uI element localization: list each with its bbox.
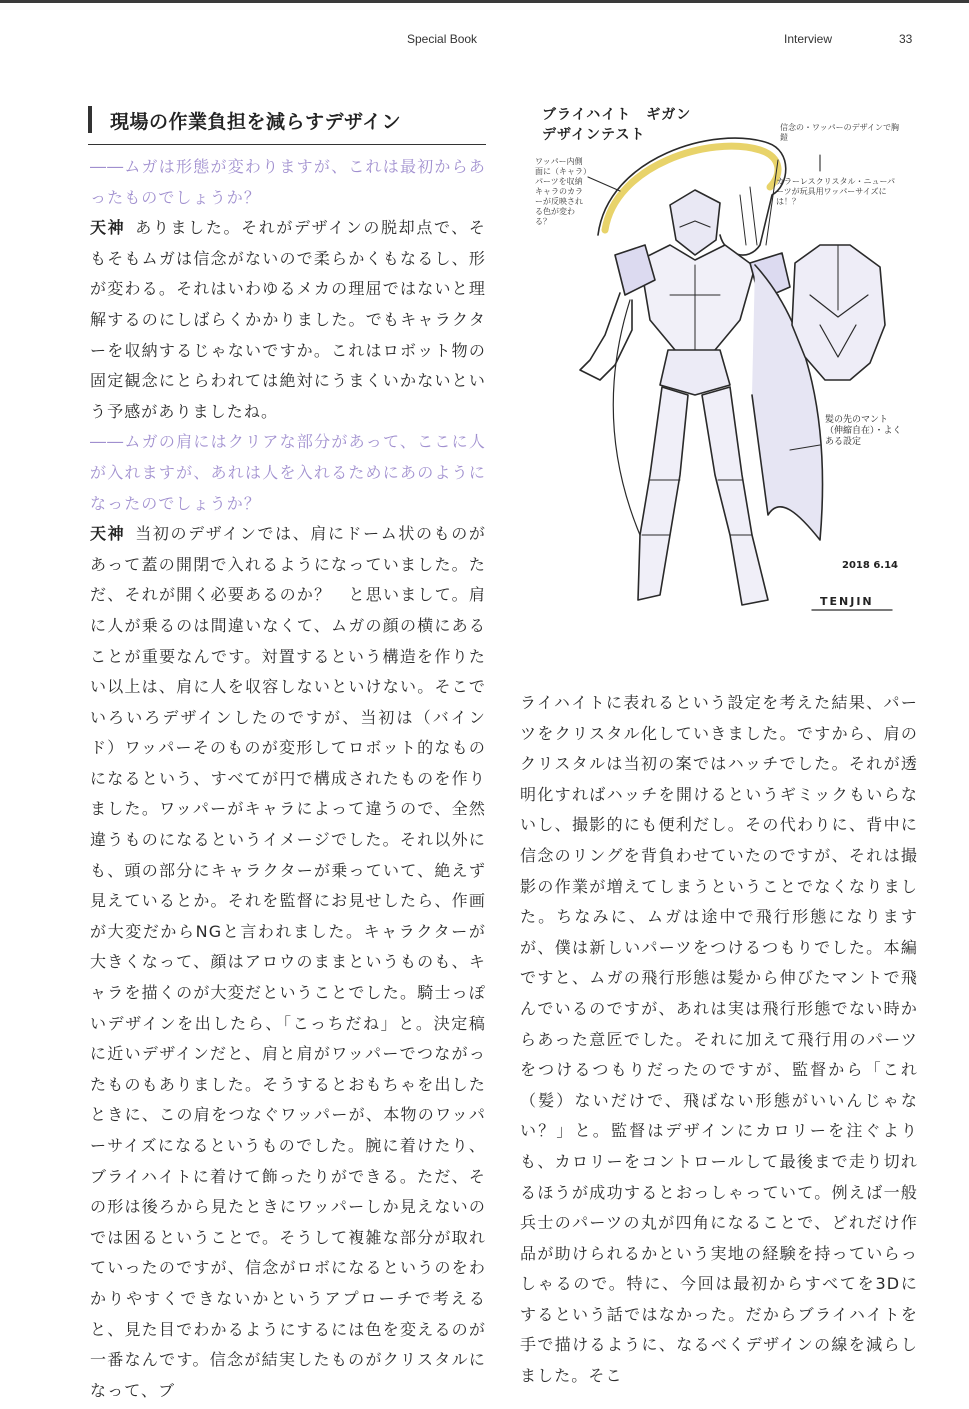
sketch-note-top-right: 信念の・ワッパーのデザインで胸鎧 xyxy=(780,123,900,142)
header-book: Special Book xyxy=(407,32,478,46)
heading-title: 現場の作業負担を減らすデザイン xyxy=(110,111,402,133)
sketch-signature: TENJIN xyxy=(820,595,874,608)
left-leg xyxy=(638,387,688,600)
sketch-title xyxy=(542,105,691,145)
top-rule xyxy=(0,0,969,3)
answer-text: ありました。それがデザインの脱却点で、そもそもムガは信念がないので柔らかくもなるし、形が変わる。それはいわゆるメカの理屈ではないと理解するのにしばらくかかりました。でもキャラクターを収納するじゃないですか。これはロボット物の固定観念にとらわれては絶対にうまくいかないという予感がありましたね。 xyxy=(90,218,487,421)
robot-waist xyxy=(660,350,730,395)
interview-answer xyxy=(520,688,918,1392)
speaker-name: 天神 xyxy=(90,524,126,544)
answer-text: ライハイトに表れるという設定を考えた結果、パーツをクリスタル化していきました。ですから、肩のクリスタルは当初の案ではハッチでした。それが透明化すればハッチを開けるというギミックもいらないし、撮影的にも便利だし。その代わりに、背中に信念のリングを背負わせていたのですが、それは撮影の作業が増えてしまうということでなくなりました。ちなみに、ムガは途中で飛行形態になりますが、僕は新しいパーツをつけるつもりでした。本編ですと、ムガの飛行形態は髪から伸びたマントで飛んでいるのですが、あれは実は飛行形態でない時からあった意匠でした。それに加えて飛行用のパーツをつけるつもりだったのですが、監督から「これ（髪）ないだけで、飛ばない形態がいいんじゃない？」と。監督はデザインにカロリーを注ぐよりも、カロリーをコントロールして最後まで走り切れるほうが成功するとおっしゃっていて。例えば一般兵士のパーツの丸が四角になることで、どれだけ作品が助けられるかという実地の経験を持っていらっしゃるので。特に、今回は最初からすべてを3Dにするという話ではなかった。だからブライハイトを手で描けるように、なるべくデザインの線を減らしました。そこ xyxy=(520,693,918,1386)
sketch-title-line1: ブライハイト ギガン xyxy=(542,107,692,123)
robot-torso xyxy=(640,245,755,360)
sketch-note-left: ワッパー内側面に（キャラ）パーツを収納キャラのカラーが反映される色が変わる？ xyxy=(535,157,587,226)
interview-answer xyxy=(90,213,486,427)
robot-head xyxy=(670,190,720,255)
sketch-date: 2018 6.14 xyxy=(842,560,898,571)
answer-text: 当初のデザインでは、肩にドーム状のものがあって蓋の開閉で入れるようになっていました。ただ、それが開く必要あるのか？ と思いまして。肩に人が乗るのは間違いなくて、ムガの顔の横にあることが重要なんです。対置するという構造を作りたい以上は、肩に人を収容しないといけない。そこでいろいろデザインしたのですが、当初は（バインド）ワッパーそのものが変形してロボット的なものになるという、すべてが円で構成されたものを作りました。ワッパーがキャラによって違うので、全然違うものになるというイメージでした。それ以外にも、頭の部分にキャラクターが乗っていて、絶えず見えているとか。それを監督にお見せしたら、作画が大変だからNGと言われました。キャラクターが大きくなって、顔はアロウのままというものも、キャラを描くのが大変だということでした。騎士っぽいデザインを出したら、「こっちだね」と。決定稿に近いデザインだと、肩と肩がワッパーでつながったものもありました。そうするとおもちゃを出したときに、この肩をつなぐワッパーが、本物のワッパーサイズになるというものでした。腕に着けたり、ブライハイトに着けて飾ったりができる。ただ、その形は後ろから見たときにワッパーしか見えないのでは困るということで。そうして複雑な部分が取れていったのですが、信念がロボになるというのをわかりやすくできないかというアプローチで考えると、見た目でわかるようにするには色を変えるのが一番なんです。信念が結実したものがクリスタルになって、ブ xyxy=(90,524,486,1400)
interview-question: ――ムガの肩にはクリアな部分があって、ここに人が入れますが、あれは人を入れるためにあのようになったのでしょうか？ xyxy=(90,432,486,513)
sketch-note-mid-right: カラーレスクリスタル・ニューパーツが玩具用ワッパーサイズには！？ xyxy=(776,177,896,206)
header-section: Interview xyxy=(784,32,833,46)
column-left xyxy=(90,152,486,1406)
design-sketch xyxy=(520,95,918,665)
heading-bar xyxy=(88,106,92,133)
interview-question: ――ムガは形態が変わりますが、これは最初からあったものでしょうか？ xyxy=(90,157,486,207)
column-right xyxy=(520,688,918,1392)
sketch-title-line2: デザインテスト xyxy=(542,127,646,143)
page-number: 33 xyxy=(899,32,913,46)
sketch-note-cape: 髪の先のマント（伸縮自在）・よくある設定 xyxy=(825,415,902,447)
speaker-name: 天神 xyxy=(90,218,126,238)
interview-answer xyxy=(90,519,486,1406)
section-heading xyxy=(88,103,486,145)
